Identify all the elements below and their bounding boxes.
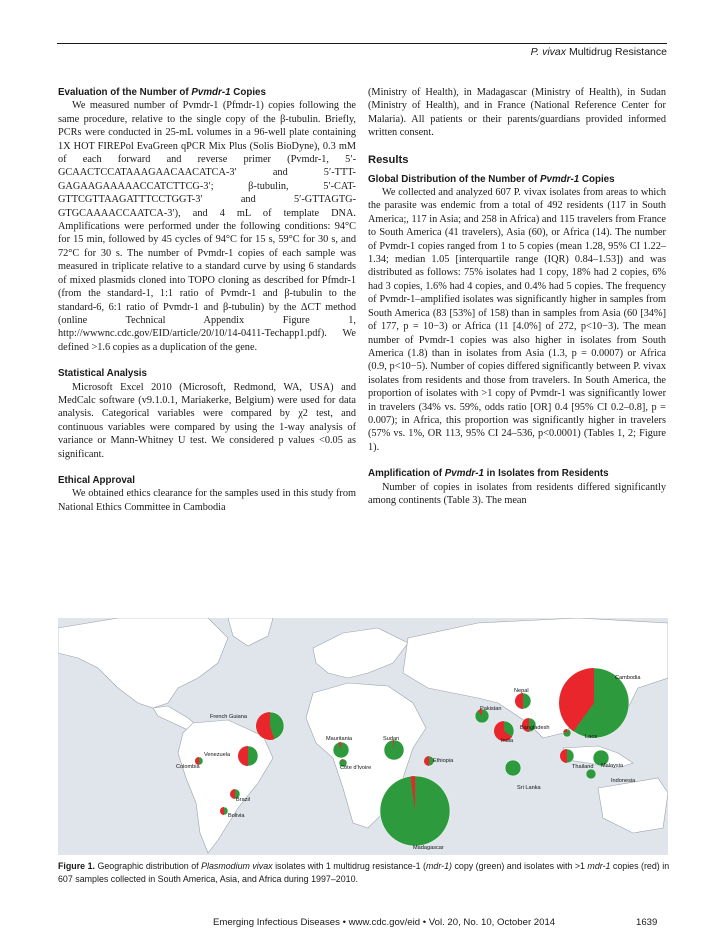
left-column [58,86,356,527]
label-ethiopia: Ethiopia [433,758,454,764]
paragraph-distribution: We collected and analyzed 607 P. vivax isolates from areas to which the parasite was endemic from a total of 492 residents (117 in South America;, 117 in Asia; and 258 in Africa) and 115 travelers from France to South America (41 travelers), Asia (60), or Africa (14). The number of Pvmdr-1 copies ranged from 1 to 5 copies (mean 1.28, 95% CI 1.22–1.34; median 1.05 [interquartile range (IQR) 0.84–1.53]) and was distributed as follows: 75% isolates had 1 copy, 18% had 2 copies, 6% had 3 copies, 1.6% had 4 copies, and 0.4% had 5 copies. The frequency of Pvmdr-1–amplified isolates was significantly higher in samples from South America (83 [53%] of 158) than in samples from Asia (60 [34%] of 177, p = 10−3) or Africa (11 [4.0%] of 272, p<10−3). The mean number of Pvmdr-1 copies was also higher in isolates from South America (1.8) than in isolates from Asia (1.3, p = 0.0007) or Africa (0.9, p<10−5). Number of copies differed significantly between P. vivax isolates from residents and those from travelers. In South America, the proportion of isolates with >1 copy of Pvmdr-1 was significantly lower in travelers (34% vs. 59%, odds ratio [OR] 0.4 [95% CI 0.2–0.8], p = 0.007); in Africa, this proportion was significantly higher in travelers (57% vs. 1%, OR 113, 95% CI 24–536, p<0.0001) (Tables 1, 2; Figure 1). [368,187,666,453]
footer-journal: Emerging Infectious Diseases • www.cdc.gov/eid • Vol. 20, No. 10, October 2014 [213,917,556,928]
label-india: India [501,738,514,744]
label-colombia: Colombia [176,764,200,770]
pie-venezuela [238,746,258,766]
label-brazil: Brazil [236,797,250,803]
pie-sudan [384,740,404,760]
label-cambodia: Cambodia [615,675,641,681]
right-column [368,86,666,520]
land-australia [598,778,668,833]
label-mauritania: Mauritania [326,736,353,742]
label-bangladesh: Bangladesh [520,725,550,731]
label-sudan: Sudan [383,736,400,742]
world-map-svg [58,618,668,855]
pie-bolivia [220,807,228,815]
pie-thailand [560,749,574,763]
label-bolivia: Bolivia [228,813,245,819]
section-heading-statistics: Statistical Analysis [58,368,147,380]
pie-slice-multi-copy [424,756,429,766]
land-south-america [178,720,273,853]
label-laos: Laos [585,734,598,740]
pie-madagascar [380,776,450,846]
label-french-guiana: French Guiana [210,714,248,720]
pie-laos [563,729,571,737]
header-rule [57,43,667,44]
pie-slice-single-copy [505,760,521,776]
page-number: 1639 [636,917,658,928]
pie-slice-multi-copy [560,749,567,763]
section-heading-distribution: Global Distribution of the Number of Pvmdr-1 Copies [368,173,615,185]
running-head [531,46,667,58]
section-heading-ethics: Ethical Approval [58,474,135,486]
running-head-italic: P. vivax [530,46,567,58]
label-pakistan: Pakistan [480,706,502,712]
paragraph-copies: We measured number of Pvmdr-1 (Pfmdr-1) copies following the same procedure, relative to the single copy of the β-tubulin. Briefly, PCRs were conducted in 25-mL volumes in a 96-well plate containing 1X HOT FIREPol EvaGreen qPCR Mix Plus (Solis BioDyne), 0.3 mM of each forward and reverse primer (Pvmdr-1, 5′-GCAACTCCATAAAGAACAACATCA-3′ and 5′-TTT-GAGAAGAAAAACCATCTTCG-3′; β-tubulin, 5′-CAT-GTTCGTTAAGATTTCCTGGT-3′ and 5′-GTTAGTG-GTGCAAAACCAATCA-3′), and 4 mL of template DNA. Amplifications were performed under the following conditions: 94°C for 15 min, followed by 45 cycles of 94°C for 15 s, 59°C for 30 s, and 72°C for 30 s. The number of Pvmdr-1 copies of each sample was measured in triplicate relative to a standard curve by using 6 standards of mixed plasmids cloned into TOPO cloning as described for Pfmdr-1 (from the standard-1, 1:1 ratio of Pvmdr-1 and β-tubulin to the standard-6, 6:1 ratio of Pvmdr-1 and β-tubulin) by the ΔCT method (online Technical Appendix Figure 1, http://wwwnc.cdc.gov/EID/article/20/10/14-0411-Techapp1.pdf). We defined >1.6 copies as a duplication of the gene. [58,100,356,353]
land-europe [313,628,408,678]
label-indonesia: Indonesia [611,778,636,784]
label-madagascar: Madagascar [413,845,444,851]
paragraph-residents: Number of copies in isolates from residents differed significantly among continents (Table 3). The mean [368,481,666,506]
pie-mauritania [333,742,349,758]
paragraph-statistics: Microsoft Excel 2010 (Microsoft, Redmond, WA, USA) and MedCalc software (v9.1.0.1, Mariakerke, Belgium) were used for data analysis. Categorical variables were compared by χ2 test, and continuous variables were compared by using the 1-way analysis of variance or Mann-Whitney U test. We considered p values <0.05 as significant. [58,381,356,460]
paragraph-ethics: We obtained ethics clearance for the samples used in this study from National Ethics Committee in Cambodia [58,488,356,513]
caption-label: Figure 1. [58,861,95,871]
paragraph-ethics-continued: (Ministry of Health), in Madagascar (Ministry of Health), in Sudan (Ministry of Health), and in France (National Reference Center for Malaria). All patients or their parents/guardians provided informed written consent. [368,87,666,139]
figure-caption: Figure 1. Geographic distribution of Plasmodium vivax isolates with 1 multidrug resistance-1 (mdr-1) copy (green) and isolates with >1 mdr-1 copies (red) in 607 samples collected in South America, Asia, and Africa during 1997–2010. [58,861,670,884]
label-sri-lanka: Sri Lanka [517,785,541,791]
land-greenland [228,618,273,646]
label-venezuela: Venezuela [204,752,231,758]
label-thailand: Thailand [572,764,594,770]
label-cote-divoire: Côte d'Ivoire [340,765,372,771]
results-heading: Results [368,153,409,166]
land-masses [58,618,668,853]
section-heading-copies: Evaluation of the Number of Pvmdr-1 Copies [58,87,266,98]
label-nepal: Nepal [514,688,529,694]
pie-french-guiana [256,712,284,740]
pie-slice-single-copy [586,769,596,779]
land-north-america [58,618,228,708]
figure-world-map [58,618,668,855]
section-heading-residents: Amplification of Pvmdr-1 in Isolates from Residents [368,468,609,480]
pie-indonesia [586,769,596,779]
pie-nepal [515,693,531,709]
running-head-text: Multidrug Resistance [566,46,667,58]
pie-sri-lanka [505,760,521,776]
label-malaysia: Malaysia [601,763,624,769]
